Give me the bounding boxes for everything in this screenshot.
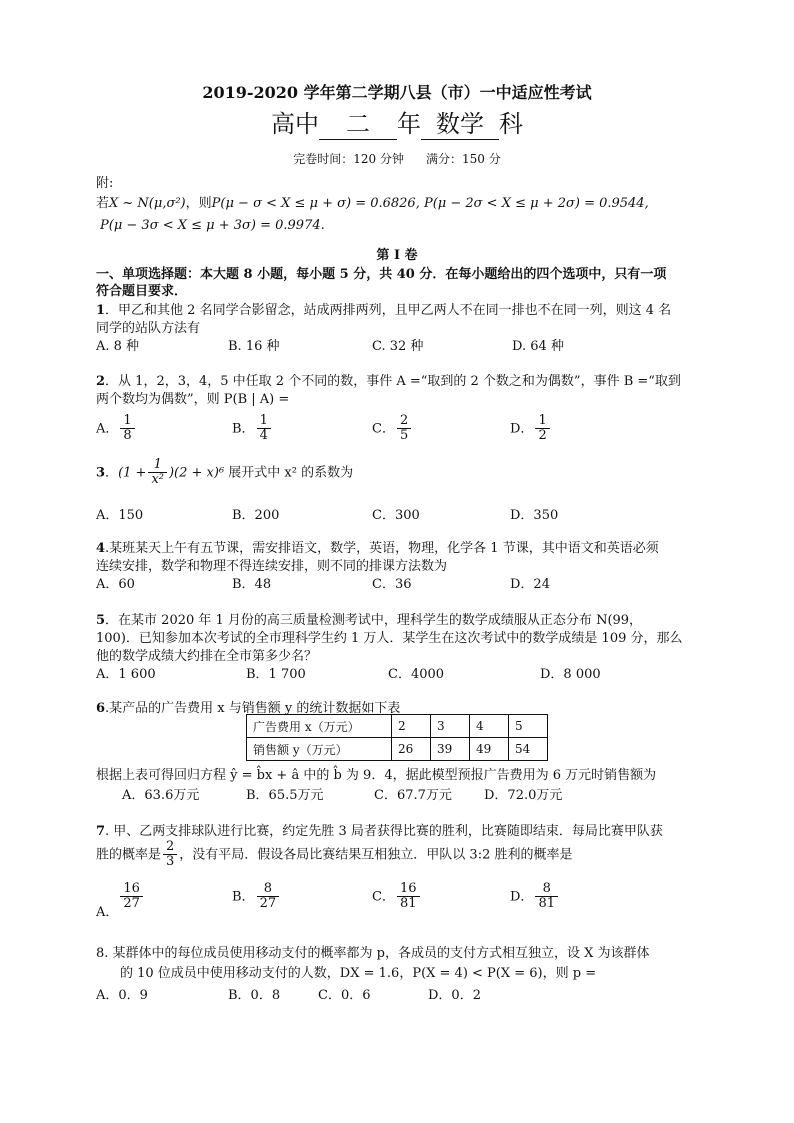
q8-option-d: D．0．2 xyxy=(428,988,481,1003)
section-title: 第 I 卷 xyxy=(376,248,418,263)
q6-option-b: B．65.5万元 xyxy=(246,788,324,803)
question-6: 6.某产品的广告费用 x 与销售额 y 的统计数据如下表 xyxy=(96,701,401,716)
q6-option-d: D．72.0万元 xyxy=(484,788,563,803)
question-2: 2．从 1，2，3，4，5 中任取 2 个不同的数，事件 A =“取到的 2 个数之和为偶数”，事件 B =“取到 xyxy=(96,374,681,389)
q5-option-c: C．4000 xyxy=(388,667,445,682)
question-6-line-2: 根据上表可得回归方程 ŷ = b̂x + â 中的 b̂ 为 9．4，据此模型预报广告费用为 6 万元时销售额为 xyxy=(96,768,657,783)
table-cell: 26 xyxy=(392,738,431,761)
q7-option-a: A． $\frac{16}{27}$ xyxy=(96,882,145,912)
question-4-line-2: 连续安排，数学和物理不得连续安排，则不同的排课方法数为 xyxy=(96,559,448,574)
appendix-line-1: 若X ~ N(μ,σ²)，则P(μ − σ < X ≤ μ + σ) = 0.6826, P(μ − 2σ < X ≤ μ + 2σ) = 0.9544, xyxy=(96,196,649,211)
section-intro-1: 一、单项选择题：本大题 8 小题，每小题 5 分，共 40 分．在每小题给出的四个选项中，只有一项 xyxy=(96,267,667,282)
q7-option-d: D． $\frac{8}{81}$ xyxy=(510,882,560,912)
question-1: 1．甲乙和其他 2 名同学合影留念，站成两排两列，且甲乙两人不在同一排也不在同一列，则这 4 名 xyxy=(96,303,672,318)
q4-option-c: C．36 xyxy=(372,577,412,592)
table-header-cell: 销售额 y（万元） xyxy=(247,738,392,761)
question-5-line-3: 他的数学成绩大约排在全市第多少名？ xyxy=(96,649,318,664)
q5-option-a: A．1 600 xyxy=(96,667,156,682)
question-2-line-2: 两个数均为偶数”，则 P(B | A) = xyxy=(96,392,290,407)
q5-option-d: D．8 000 xyxy=(540,667,601,682)
exam-time: 完卷时间：120 分钟 xyxy=(293,152,404,166)
year-word: 年 xyxy=(397,110,421,138)
question-8: 8. 某群体中的每位成员使用移动支付的概率都为 p，各成员的支付方式相互独立，设 X 为该群体 xyxy=(96,946,650,961)
q7-option-c: C． $\frac{16}{81}$ xyxy=(372,882,422,912)
q4-option-a: A．60 xyxy=(96,577,135,592)
q1-option-d: D. 64 种 xyxy=(512,339,564,354)
q8-option-c: C．0．6 xyxy=(318,988,371,1003)
exam-title: 2019-2020 学年第二学期八县（市）一中适应性考试 xyxy=(202,83,592,102)
question-7-line-2: 胜的概率是 $\frac{2}{3}$ ，没有平局．假设各局比赛结果互相独立．甲队以 3:2 胜利的概率是 xyxy=(96,839,573,870)
q2-option-d: D． $\frac{1}{2}$ xyxy=(510,414,552,444)
table-cell: 5 xyxy=(509,715,548,738)
question-4: 4.某班某天上午有五节课，需安排语文，数学，英语，物理，化学各 1 节课，其中语文和英语必须 xyxy=(96,541,659,556)
appendix-line-2: P(μ − 3σ < X ≤ μ + 3σ) = 0.9974. xyxy=(100,218,325,233)
q8-option-a: A．0．9 xyxy=(96,988,148,1003)
q3-option-b: B．200 xyxy=(232,508,280,523)
exam-meta xyxy=(0,150,794,167)
table-header-cell: 广告费用 x（万元） xyxy=(247,715,392,738)
question-8-line-2: 的 10 位成员中使用移动支付的人数，DX = 1.6，P(X = 4) < P(X = 6)，则 p = xyxy=(120,966,597,981)
q5-option-b: B．1 700 xyxy=(246,667,306,682)
q6-option-c: C．67.7万元 xyxy=(374,788,452,803)
subject-suffix: 科 xyxy=(499,110,523,138)
q3-option-c: C．300 xyxy=(372,508,420,523)
q1-option-c: C. 32 种 xyxy=(372,339,424,354)
section-intro-2: 符合题目要求． xyxy=(96,284,188,299)
q6-data-table xyxy=(246,714,548,761)
q6-option-a: A．63.6万元 xyxy=(122,788,200,803)
q4-option-d: D．24 xyxy=(510,577,550,592)
q3-option-a: A．150 xyxy=(96,508,144,523)
q2-option-a: A． $\frac{1}{8}$ xyxy=(96,414,137,444)
table-cell: 4 xyxy=(470,715,509,738)
q1-option-b: B. 16 种 xyxy=(228,339,280,354)
question-5-line-2: 100)．已知参加本次考试的全市理科学生约 1 万人．某学生在这次考试中的数学成绩是 109 分，那么 xyxy=(96,631,683,646)
q7-option-b: B． $\frac{8}{27}$ xyxy=(232,882,281,912)
q8-option-b: B．0．8 xyxy=(228,988,281,1003)
table-cell: 2 xyxy=(392,715,431,738)
subject-blank: 数学 xyxy=(421,104,499,140)
appendix-label: 附: xyxy=(96,176,114,191)
exam-subtitle xyxy=(0,104,794,140)
table-cell: 39 xyxy=(431,738,470,761)
subtitle-prefix: 高中 xyxy=(271,110,319,138)
table-row xyxy=(247,738,548,761)
table-cell: 54 xyxy=(509,738,548,761)
q2-option-b: B． $\frac{1}{4}$ xyxy=(232,414,273,444)
question-3: 3．(1 + $\frac{1}{\text{x²}}$ )(2 + x)⁶ 展开式中 x² 的系数为 xyxy=(96,457,354,488)
table-row xyxy=(247,715,548,738)
question-5: 5．在某市 2020 年 1 月份的高三质量检测考试中，理科学生的数学成绩服从正态分布 N(99， xyxy=(96,613,643,628)
exam-score: 满分：150 分 xyxy=(426,152,501,166)
table-cell: 3 xyxy=(431,715,470,738)
q1-option-a: A. 8 种 xyxy=(96,339,140,354)
q2-option-c: C． $\frac{2}{5}$ xyxy=(372,414,413,444)
question-7: 7. 甲、乙两支排球队进行比赛，约定先胜 3 局者获得比赛的胜利，比赛随即结束．每局比赛甲队获 xyxy=(96,824,663,839)
grade-blank: 二 xyxy=(319,104,397,140)
q4-option-b: B．48 xyxy=(232,577,272,592)
table-cell: 49 xyxy=(470,738,509,761)
q3-option-d: D．350 xyxy=(510,508,559,523)
question-1-line-2: 同学的站队方法有 xyxy=(96,321,201,336)
